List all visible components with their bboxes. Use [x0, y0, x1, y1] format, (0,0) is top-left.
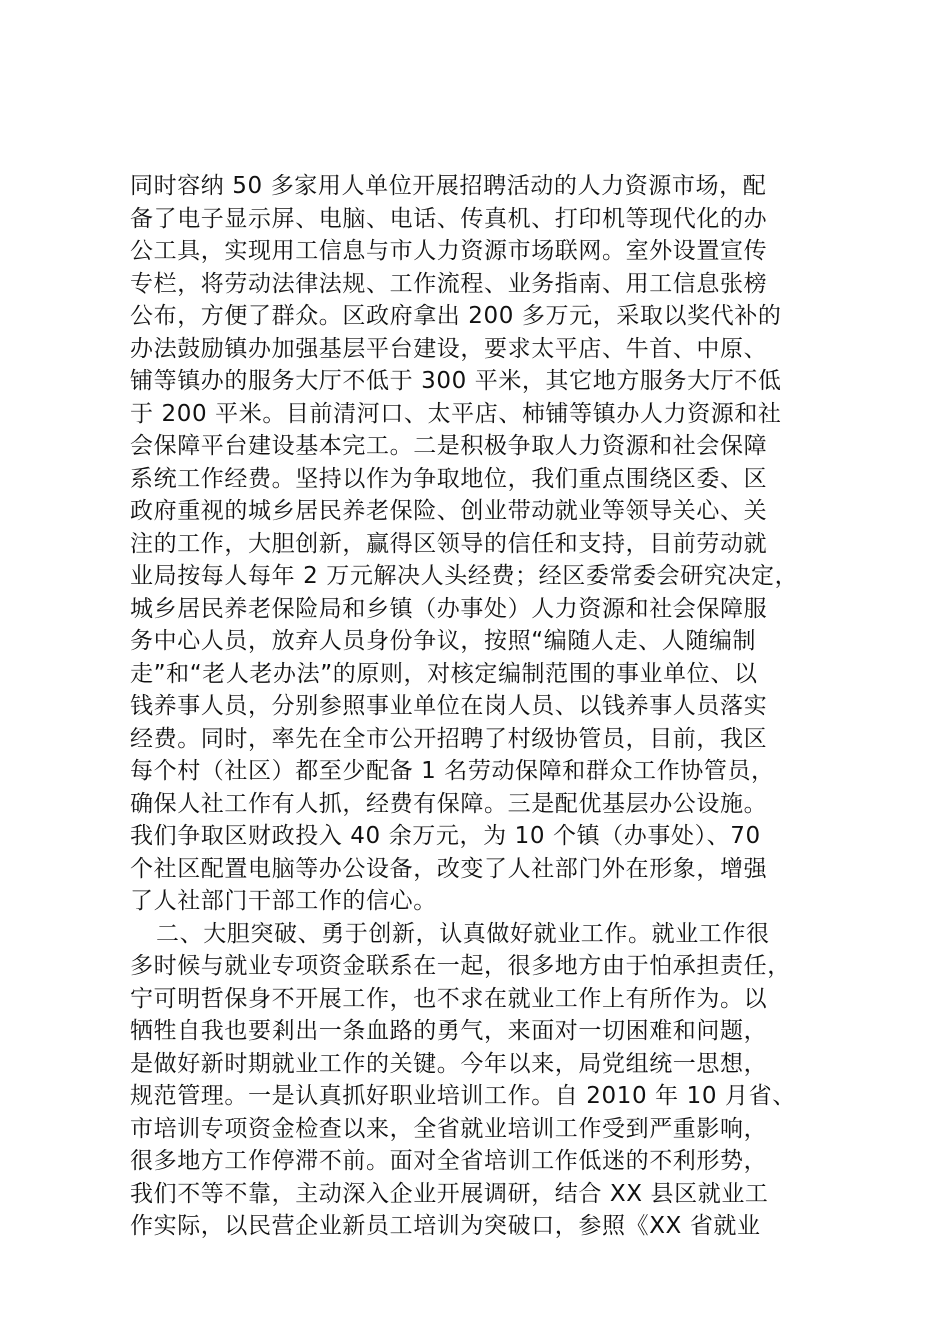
- text-line: 系统工作经费。坚持以作为争取地位，我们重点围绕区委、区: [130, 465, 768, 492]
- section-heading-line: 二、大胆突破、勇于创新，认真做好就业工作。就业工作很: [156, 920, 770, 947]
- text-line: 同时容纳 50 多家用人单位开展招聘活动的人力资源市场，配: [130, 173, 767, 199]
- text-line: 于 200 平米。目前清河口、太平店、柿铺等镇办人力资源和社: [130, 400, 782, 427]
- text-line: 办法鼓励镇办加强基层平台建设，要求太平店、牛首、中原、: [130, 335, 768, 362]
- text-line: 城乡居民养老保险局和乡镇（办事处）人力资源和社会保障服: [130, 595, 768, 622]
- text-line: 作实际，以民营企业新员工培训为突破口，参照《XX 省就业: [130, 1213, 761, 1239]
- text-line: 规范管理。一是认真抓好职业培训工作。自 2010 年 10 月省、: [130, 1083, 796, 1109]
- text-line: 我们争取区财政投入 40 余万元，为 10 个镇（办事处）、70: [130, 823, 761, 849]
- text-line: 专栏，将劳动法律法规、工作流程、业务指南、用工信息张榜: [130, 270, 768, 297]
- text-line: 铺等镇办的服务大厅不低于 300 平米，其它地方服务大厅不低: [130, 368, 782, 394]
- text-line: 个社区配置电脑等办公设备，改变了人社部门外在形象，增强: [130, 855, 768, 882]
- text-line: 业局按每人每年 2 万元解决人头经费；经区委常委会研究决定，: [130, 563, 799, 589]
- text-line: 很多地方工作停滞不前。面对全省培训工作低迷的不利形势，: [130, 1148, 768, 1174]
- text-line: 钱养事人员，分别参照事业单位在岗人员、以钱养事人员落实: [130, 693, 768, 719]
- text-line: 牺牲自我也要剎出一条血路的勇气，来面对一切困难和问题，: [130, 1018, 768, 1044]
- text-line: 市培训专项资金检查以来，全省就业培训工作受到严重影响，: [130, 1115, 768, 1142]
- text-line: 了人社部门干部工作的信心。: [130, 888, 437, 914]
- text-line: 会保障平台建设基本完工。二是积极争取人力资源和社会保障: [130, 433, 768, 459]
- text-line: 政府重视的城乡居民养老保险、创业带动就业等领导关心、关: [130, 498, 768, 524]
- text-line: 确保人社工作有人抓，经费有保障。三是配优基层办公设施。: [130, 790, 768, 817]
- text-line: 宁可明哲保身不开展工作，也不求在就业工作上有所作为。以: [130, 985, 768, 1012]
- text-line: 公工具，实现用工信息与市人力资源市场联网。室外设置宣传: [130, 238, 768, 264]
- text-line: 是做好新时期就业工作的关键。今年以来，局党组统一思想，: [130, 1050, 768, 1077]
- text-line: 务中心人员，放弃人员身份争议，按照“编随人走、人随编制: [130, 628, 757, 654]
- text-line: 备了电子显示屏、电脑、电话、传真机、打印机等现代化的办: [130, 205, 768, 232]
- text-line: 注的工作，大胆创新，赢得区领导的信任和支持，目前劳动就: [130, 530, 768, 557]
- text-line: 公布，方便了群众。区政府拿出 200 多万元，采取以奖代补的: [130, 303, 782, 329]
- text-line: 经费。同时，率先在全市公开招聘了村级协管员，目前，我区: [130, 725, 768, 752]
- document-body: [130, 170, 850, 1243]
- text-line: 走”和“老人老办法”的原则，对核定编制范围的事业单位、以: [130, 660, 758, 687]
- text-line: 多时候与就业专项资金联系在一起，很多地方由于怕承担责任，: [130, 953, 791, 979]
- text-line: 每个村（社区）都至少配备 1 名劳动保障和群众工作协管员，: [130, 758, 775, 784]
- text-line: 我们不等不靠，主动深入企业开展调研，结合 XX 县区就业工: [130, 1180, 769, 1207]
